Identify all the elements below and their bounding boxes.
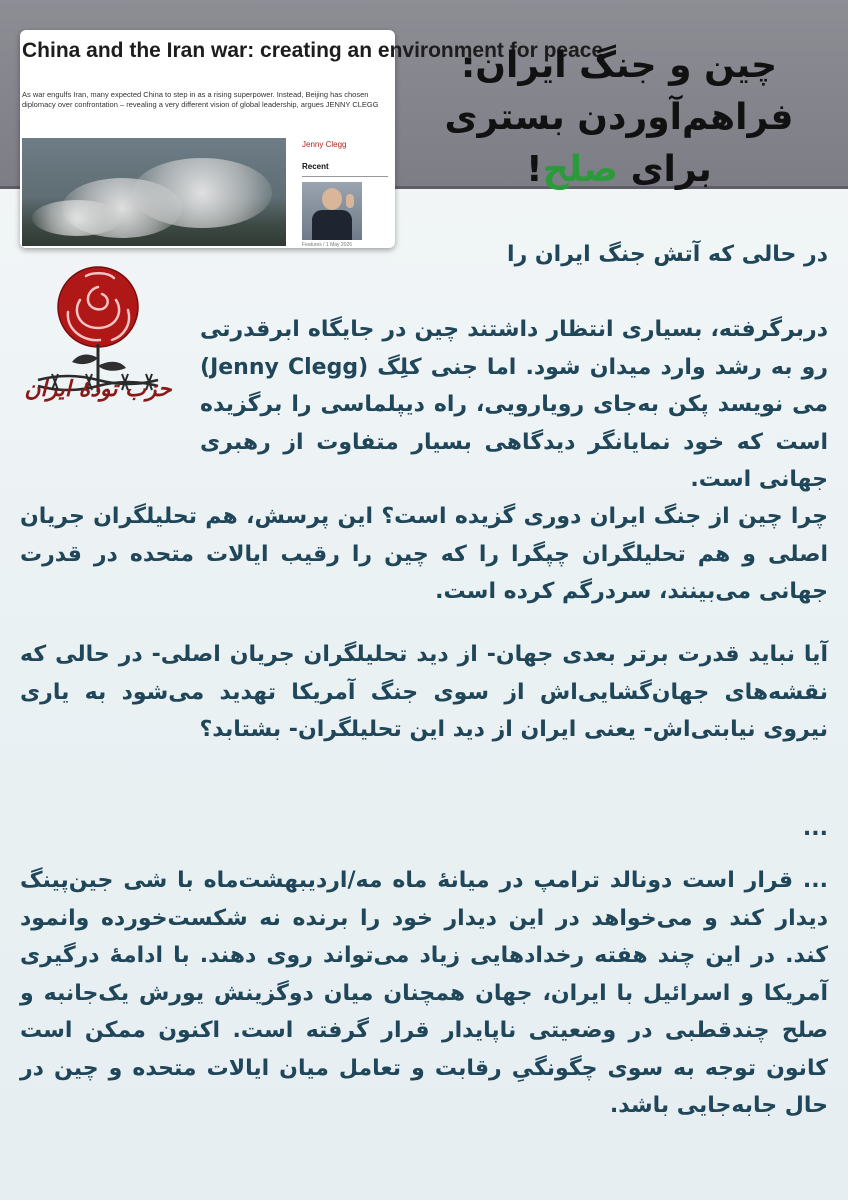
ellipsis-separator: ...: [802, 816, 828, 841]
paragraph-1-text: دربرگرفته، بسیاری انتظار داشتند چین در جایگاه ابرقدرتی رو به رشد وارد میدان شود. اما جنی کلِگ (Jenny Clegg) می نویسد پکن به‌جای رویارویی، راه دیپلماسی را برگزیده است که خود نمایانگر دیدگاهی بسیار متفاوت از رهبری جهانی است.: [200, 317, 828, 492]
thumbnail-head: [322, 188, 342, 210]
divider: [302, 176, 388, 177]
smoke-cloud: [132, 158, 272, 228]
article-photo-smoke: [22, 138, 286, 246]
headline-line-2: فراهم‌آوردن بستری: [444, 97, 794, 138]
smoke-cloud: [32, 200, 122, 236]
paragraph-3: آیا نباید قدرت برتر بعدی جهان- از دید تحلیلگران جریان اصلی- در حالی که نقشه‌های جهان‌گشایی‌اش از سوی جنگ آمریکا تهدید می‌شود به یاری نیروی نیابتی‌اش- یعنی ایران از دید این تحلیلگران- بشتابد؟: [20, 642, 828, 742]
headline: [400, 40, 838, 196]
headline-line-1: چین و جنگ ایران:: [460, 45, 778, 86]
paragraph-2: چرا چین از جنگ ایران دوری گزیده است؟ این پرسش، هم تحلیلگران جریان اصلی و هم تحلیلگران چپگرا را که چین را رقیب ایالات متحده در قدرت جهانی می‌بینند، سردرگم کرده است.: [20, 504, 828, 604]
recent-label: Recent: [302, 162, 329, 171]
thumbnail-hand: [346, 194, 354, 208]
headline-exclamation: !: [526, 149, 543, 190]
headline-line-3: [400, 144, 838, 196]
headline-line-3-start: برای: [618, 149, 712, 190]
paragraph-5: ... قرار است دونالد ترامپ در میانهٔ ماه مه/اردیبهشت‌ماه با شی جین‌پینگ دیدار کند و می‌خواهد در این دیدار خود را برنده نه شکست‌خورده وانمود کند. در این چند هفته رخدادهایی زیاد می‌تواند روی دهند. با ادامهٔ درگیری آمریکا و اسرائیل با ایران، جهان همچنان میان دوگزینش یورش یک‌جانبه و صلح چندقطبی در وضعیتی ناپایدار قرار گرفته است. اکنون ممکن است کانون توجه به سوی چگونگیِ رقابت و تعامل میان ایالات متحده و چین در حال جابه‌جایی باشد.: [20, 868, 828, 1118]
article-standfirst: As war engulfs Iran, many expected China to step in as a rising superpower. Instead, Beijing has chosen diplomacy over confrontation – revealing a very different vision of global leadership, argues JENNY CLEGG: [22, 90, 379, 109]
paragraph-1: [20, 311, 828, 499]
paragraph-1-intro: در حالی که آتش جنگ ایران را: [507, 242, 828, 267]
logo-party-name: حزب تودهٔ ایران: [24, 376, 172, 402]
article-author[interactable]: Jenny Clegg: [302, 140, 347, 149]
recent-thumbnail[interactable]: [302, 182, 362, 240]
article-title: China and the Iran war: creating an environment for peace: [22, 39, 604, 62]
headline-peace-word: صلح: [542, 149, 619, 190]
recent-caption: Features / 1 May 2026: [302, 242, 353, 248]
